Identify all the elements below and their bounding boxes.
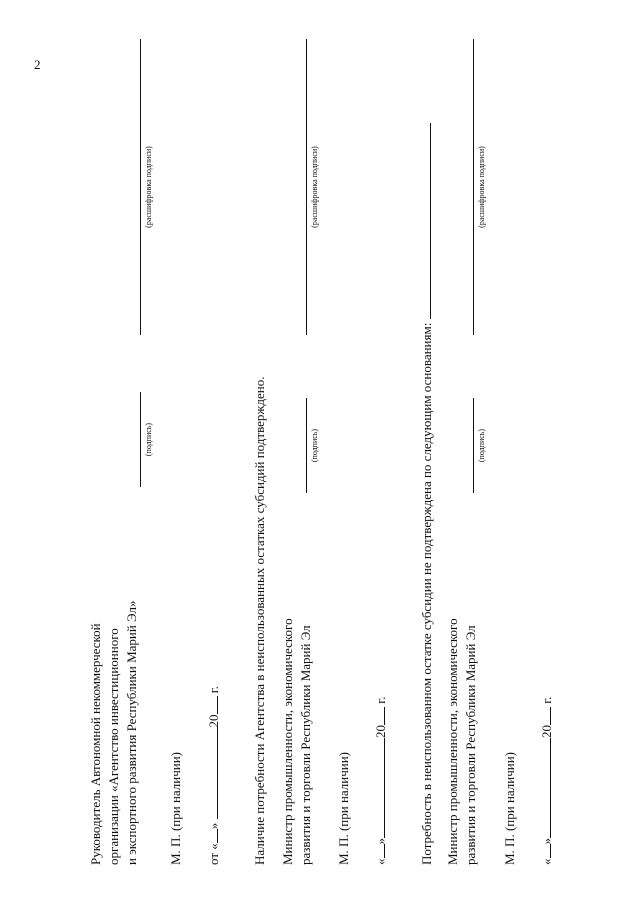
month-blank xyxy=(204,727,218,819)
signature-line xyxy=(473,398,474,493)
date-quote-close: » xyxy=(206,822,221,830)
year-prefix: 20 xyxy=(206,714,221,728)
transcript-line xyxy=(140,39,141,335)
reasons-blank xyxy=(417,123,431,319)
not-confirmed-text: Потребность в неиспользованном остатке субсидии не подтверждена по следующим основаниям: xyxy=(419,322,434,865)
seal-note: М. П. (при наличии) xyxy=(168,751,183,865)
transcript-line xyxy=(473,39,474,335)
day-blank xyxy=(204,829,218,843)
year-prefix: 20 xyxy=(539,725,554,738)
year-suffix: г. xyxy=(206,686,221,694)
date-quote-close: » xyxy=(539,838,554,845)
year-blank xyxy=(204,696,218,714)
transcript-caption: (расшифровка подписи) xyxy=(310,146,319,228)
transcript-caption: (расшифровка подписи) xyxy=(477,146,486,228)
minister-title-line-2: развития и торговли Республики Марий Эл xyxy=(463,625,478,865)
year-prefix: 20 xyxy=(373,725,388,738)
minister-title-line-2: развития и торговли Республики Марий Эл xyxy=(298,625,313,865)
minister-title-line-1: Министр промышленности, экономического xyxy=(280,618,295,865)
date-prefix: « xyxy=(373,858,388,865)
transcript-caption: (расшифровка подписи) xyxy=(144,146,153,228)
date-line xyxy=(371,697,389,865)
date-quote-close: » xyxy=(373,838,388,845)
date-line xyxy=(537,697,555,865)
head-title-line-3: и экспортного развития Республики Марий Эл» xyxy=(124,600,139,865)
signature-line xyxy=(140,392,141,487)
signature-caption: (подпись) xyxy=(310,428,319,463)
head-title-line-1: Руководитель Автономной некоммерческой xyxy=(88,623,103,865)
confirmed-statement: Наличие потребности Агентства в неиспользованных остатках субсидий подтверждено. xyxy=(252,376,267,865)
year-blank xyxy=(537,707,551,725)
seal-note: М. П. (при наличии) xyxy=(502,751,517,865)
year-suffix: г. xyxy=(539,696,554,704)
transcript-line xyxy=(306,39,307,335)
month-blank xyxy=(371,738,385,838)
year-suffix: г. xyxy=(373,696,388,704)
page-number: 2 xyxy=(34,57,41,72)
head-title-line-2: организации «Агентство инвестиционного xyxy=(106,628,121,865)
date-prefix: « xyxy=(539,858,554,865)
month-blank xyxy=(537,738,551,838)
date-prefix: от « xyxy=(206,843,221,865)
year-blank xyxy=(371,707,385,725)
signature-caption: (подпись) xyxy=(144,422,153,457)
minister-title-line-1: Министр промышленности, экономического xyxy=(445,618,460,865)
day-blank xyxy=(537,845,551,859)
seal-note: М. П. (при наличии) xyxy=(336,751,351,865)
not-confirmed-statement xyxy=(417,123,435,865)
signature-caption: (подпись) xyxy=(477,428,486,463)
date-line xyxy=(204,686,222,865)
day-blank xyxy=(371,845,385,859)
signature-line xyxy=(306,398,307,493)
